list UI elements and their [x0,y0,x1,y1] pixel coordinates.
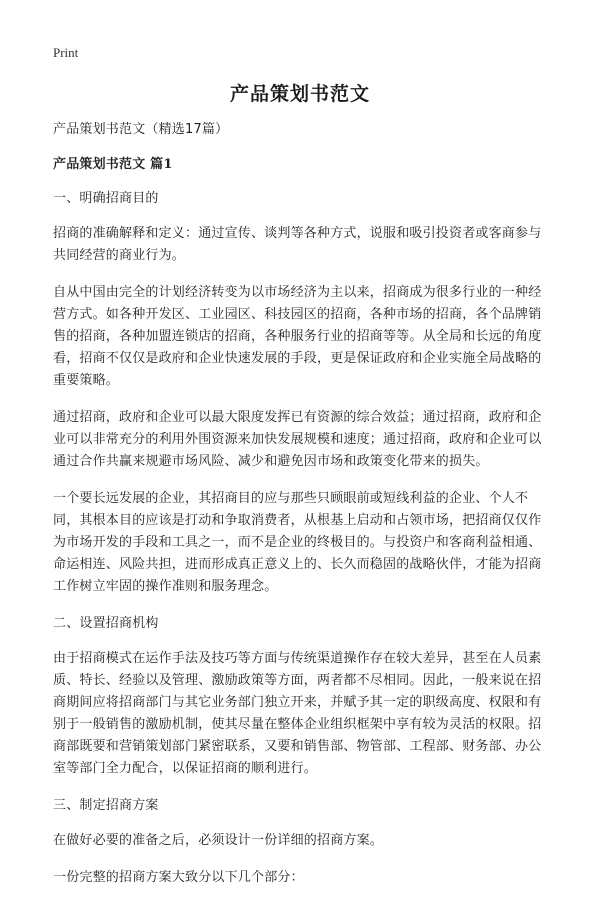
paragraph: 在做好必要的准备之后，必须设计一份详细的招商方案。 [53,833,384,848]
page-title: 产品策划书范文 [229,83,370,105]
paragraph: 通过招商，政府和企业可以最大限度发挥已有资源的综合效益；通过招商，政府和企业可以非常充分的利用外围资源来加快发展规模和速度；通过招商，政府和企业可以通过合作共赢来规避市场风险、减少和避免因市场和政策变化带来的损失。 [53,410,542,469]
paragraph: 招商的准确解释和定义：通过宣传、谈判等各种方式，说服和吸引投资者或客商参与共同经营的商业行为。 [53,226,542,263]
print-link[interactable]: Print [53,45,79,60]
heading-plan: 三、制定招商方案 [53,798,159,813]
paragraph: 自从中国由完全的计划经济转变为以市场经济为主以来，招商成为很多行业的一种经营方式。如各种开发区、工业园区、科技园区的招商，各种市场的招商，各个品牌销售的招商，各种加盟连锁店的招商，各种服务行业的招商等等。从全局和长远的角度看，招商不仅仅是政府和企业快速发展的手段，更是保证政府和企业实施全局战略的重要策略。 [53,285,542,388]
paragraph: 一个要长远发展的企业，其招商目的应与那些只顾眼前或短线利益的企业、个人不同，其根本目的应该是打动和争取消费者，从根基上启动和占领市场，把招商仅仅作为市场开发的手段和工具之一，而不是企业的终极目的。与投资户和客商利益相通、命运相连、风险共担，进而形成真正意义上的、长久而稳固的战略伙伴，才能为招商工作树立牢固的操作准则和服务理念。 [53,491,542,594]
article-body [53,119,553,904]
heading-organization: 二、设置招商机构 [53,616,159,631]
heading-purpose: 一、明确招商目的 [53,191,159,206]
paragraph: 一份完整的招商方案大致分以下几个部分： [53,870,304,885]
article-subtitle: 产品策划书范文（精选17篇） [53,122,229,137]
section-title: 产品策划书范文 篇1 [53,157,173,172]
paragraph: 由于招商模式在运作手法及技巧等方面与传统渠道操作存在较大差异，甚至在人员素质、特长、经验以及管理、激励政策等方面，两者都不尽相同。因此，一般来说在招商期间应将招商部门与其它业务部门独立开来，并赋予其一定的职级高度、权限和有别于一般销售的激励机制，使其尽量在整体企业组织框架中享有较为灵活的权限。招商部既要和营销策划部门紧密联系，又要和销售部、物管部、工程部、财务部、办公室等部门全力配合，以保证招商的顺利进行。 [53,651,542,776]
